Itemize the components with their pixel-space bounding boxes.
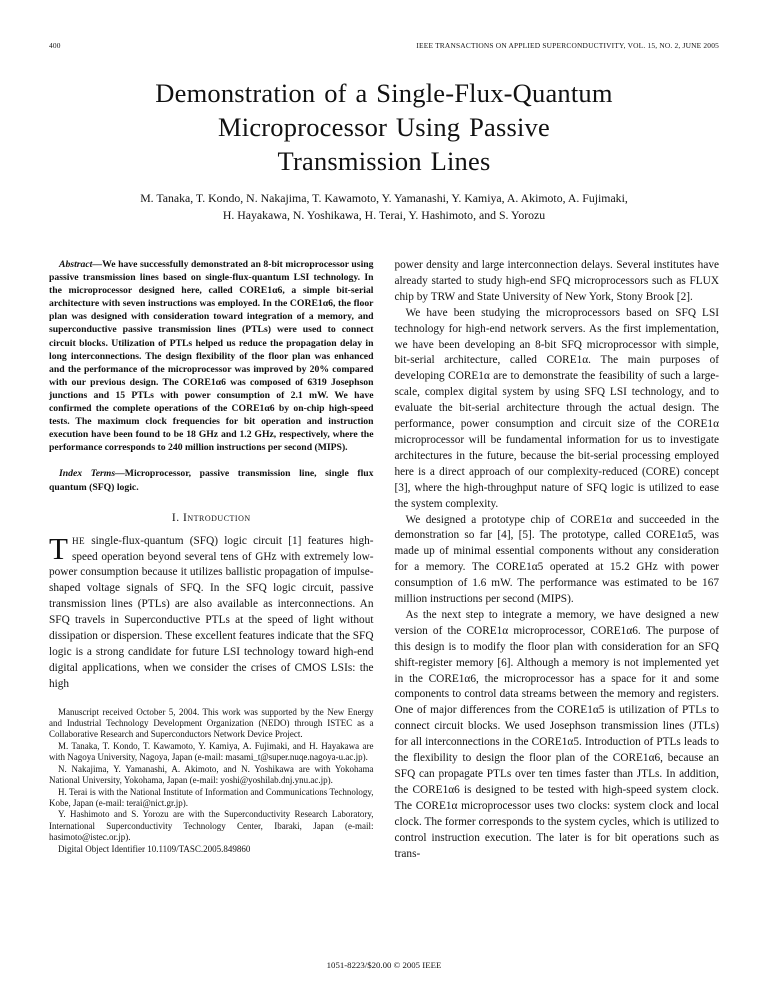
- footnote-doi: Digital Object Identifier 10.1109/TASC.2005.849860: [58, 843, 251, 854]
- footnote-affiliation-nict: H. Terai is with the National Institute of Information and Communications Technology, Kobe, Japan (e-mail: terai@nict.gr.jp).: [49, 786, 374, 808]
- index-terms-text: Microprocessor, passive transmission line, single flux quantum (SFQ) logic.: [49, 468, 374, 493]
- index-terms: [49, 467, 374, 493]
- body-paragraph: We designed a prototype chip of CORE1α and succeeded in the demonstration so far [4], [5]. The prototype, called CORE1α5, was made up of minimal essential components without any consideration for a memory. The CORE1α5 operated at 15.2 GHz with power consumption of 1.6 mW. The performance was estimated to be 167 million instructions per second (MIPS).: [394, 513, 719, 606]
- author-line: H. Hayakawa, N. Yoshikawa, H. Terai, Y. Hashimoto, and S. Yorozu: [222, 207, 546, 222]
- body-paragraph: As the next step to integrate a memory, we have designed a new version of the CORE1α microprocessor, CORE1α6. The purpose of this design is to modify the floor plan with consideration for an SFQ shift-register memory [6]. Although a memory is not implemented yet in the CORE1α6, the microprocessor has a space for it and some components to control data streams between the memory and registers. One of major differences from the CORE1α5 is utilization of PTLs to connect circuit blocks. We used Josephson transmission lines (JTLs) for all interconnections in the CORE1α5. Introduction of PTLs leads to the flexibility to design the floor plan of the CORE1α6, because an SFQ can propagate PTLs over ten times faster than JTLs. In addition, the CORE1α6 is designed to be tested with high-speed system clock. The CORE1α microprocessor uses two clocks: system clock and local clock. The former corresponds to the system cycles, which is utilized to control instruction execution. The later is for bit operations such as trans-: [394, 608, 719, 860]
- footnote-affiliation-yokohama: N. Nakajima, Y. Yamanashi, A. Akimoto, and N. Yoshikawa are with Yokohama National University, Yokohama, Japan (e-mail: yoshi@yoshilab.dnj.ynu.ac.jp).: [49, 763, 374, 786]
- left-column: [49, 258, 374, 862]
- author-line: M. Tanaka, T. Kondo, N. Nakajima, T. Kawamoto, Y. Yamanashi, Y. Kamiya, A. Akimoto, A. Fujimaki,: [140, 191, 628, 205]
- index-terms-label: Index Terms—: [59, 468, 125, 480]
- section-heading-introduction: I. Introduction: [171, 510, 251, 524]
- intro-paragraph: [49, 530, 374, 693]
- footnote-block: [49, 707, 374, 855]
- footnote-affiliation-istec: Y. Hashimoto and S. Yorozu are with the Superconductivity Research Laboratory, International Superconductivity Technology Center, Ibaraki, Japan (e-mail: hasimoto@istec.or.jp).: [49, 809, 374, 843]
- body-paragraph: power density and large interconnection delays. Several institutes have already started to study high-end SFQ microprocessors such as FLUX chip by TRW and State University of New York, Stony Brook [2].: [394, 259, 719, 303]
- footnote-manuscript: Manuscript received October 5, 2004. This work was supported by the New Energy and Industrial Technology Development Organization (NEDO) through ISTEC as a Collaborative Research and Superconductors Network Device Project.: [49, 706, 374, 740]
- page-number: 400: [49, 41, 61, 50]
- intro-lead-caps: HE: [71, 535, 85, 546]
- footer-copyright: 1051-8223/$20.00 © 2005 IEEE: [326, 960, 442, 970]
- abstract: [49, 258, 374, 454]
- intro-text: single-flux-quantum (SFQ) logic circuit [1] features high-speed operation beyond several tens of GHz with extremely low-power consumption because it utilizes ballistic propagation of impulse-shaped voltage signals of SFQ. In the SFQ logic circuit, passive transmission lines (PTLs) are also available as interconnections. An SFQ travels in Superconductive PTLs at the speed of light without dissipation or dispersion. These excellent features indicate that the SFQ logic is a strong candidate for future LSI technology toward high-end digital applications, when we consider the crises of CMOS LSIs: the high: [49, 534, 374, 690]
- paper-title: [0, 76, 768, 178]
- two-column-body: [49, 258, 719, 862]
- body-paragraph: We have been studying the microprocessors based on SFQ LSI technology for high-end network servers. As the first implementation, we have been developing an 8-bit SFQ microprocessor with simple, bit-serial architecture, called CORE1α. The main purposes of developing CORE1α are to demonstrate the feasibility of such a large-scale, complex digital system by using SFQ LSI technology, and to evaluate the bit-serial architecture through the actual design. The performance, power consumption and circuit size of the CORE1α microprocessor will be fundamental information for us to investigate architectures in the future, because the bit-serial processing employed here is a direct approach of our complexity-reduced (CORE) concept [3], where the high-throughput nature of SFQ logic is utilized to ease the system complexity.: [394, 306, 719, 510]
- footnote-affiliation-nagoya: M. Tanaka, T. Kondo, T. Kawamoto, Y. Kamiya, A. Fujimaki, and H. Hayakawa are with Nagoya University, Nagoya, Japan (e-mail: masami_t@super.nuqe.nagoya-u.ac.jp).: [49, 740, 374, 763]
- paper-title-line: Microprocessor Using Passive: [218, 112, 550, 142]
- dropcap-letter: T: [49, 530, 68, 566]
- paper-title-line: Demonstration of a Single-Flux-Quantum: [155, 78, 613, 108]
- running-head: [49, 41, 719, 50]
- right-column: [395, 258, 720, 862]
- paper-title-line: Transmission Lines: [277, 146, 491, 176]
- abstract-label: Abstract—: [59, 259, 103, 270]
- journal-title: IEEE TRANSACTIONS ON APPLIED SUPERCONDUCTIVITY, VOL. 15, NO. 2, JUNE 2005: [416, 41, 719, 50]
- author-list: [60, 190, 708, 223]
- abstract-text: We have successfully demonstrated an 8-bit microprocessor using passive transmission lines based on single-flux-quantum LSI technology. In the microprocessor designed here, called CORE1α6, a simple bit-serial architecture with seven instructions was employed. In the CORE1α6, the floor plan was designed with consideration toward integration of a memory, and superconductive passive transmission lines (PTLs) were used to connect circuit blocks. Utilization of PTLs helped us reduce the propagation delay in long interconnections. The design flexibility of the floor plan was enhanced and the performance of the microprocessor was improved by 20% compared with our previous design. The CORE1α6 was composed of 6319 Josephson junctions and 15 PTLs with power consumption of 2.1 mW. We have confirmed the complete operations of the CORE1α6 by on-chip high-speed tests. The maximum clock frequencies for bit operation and instruction execution have been found to be 18 GHz and 1.2 GHz, respectively, where the performance corresponds to 240 million instructions per second (MIPS).: [49, 259, 374, 454]
